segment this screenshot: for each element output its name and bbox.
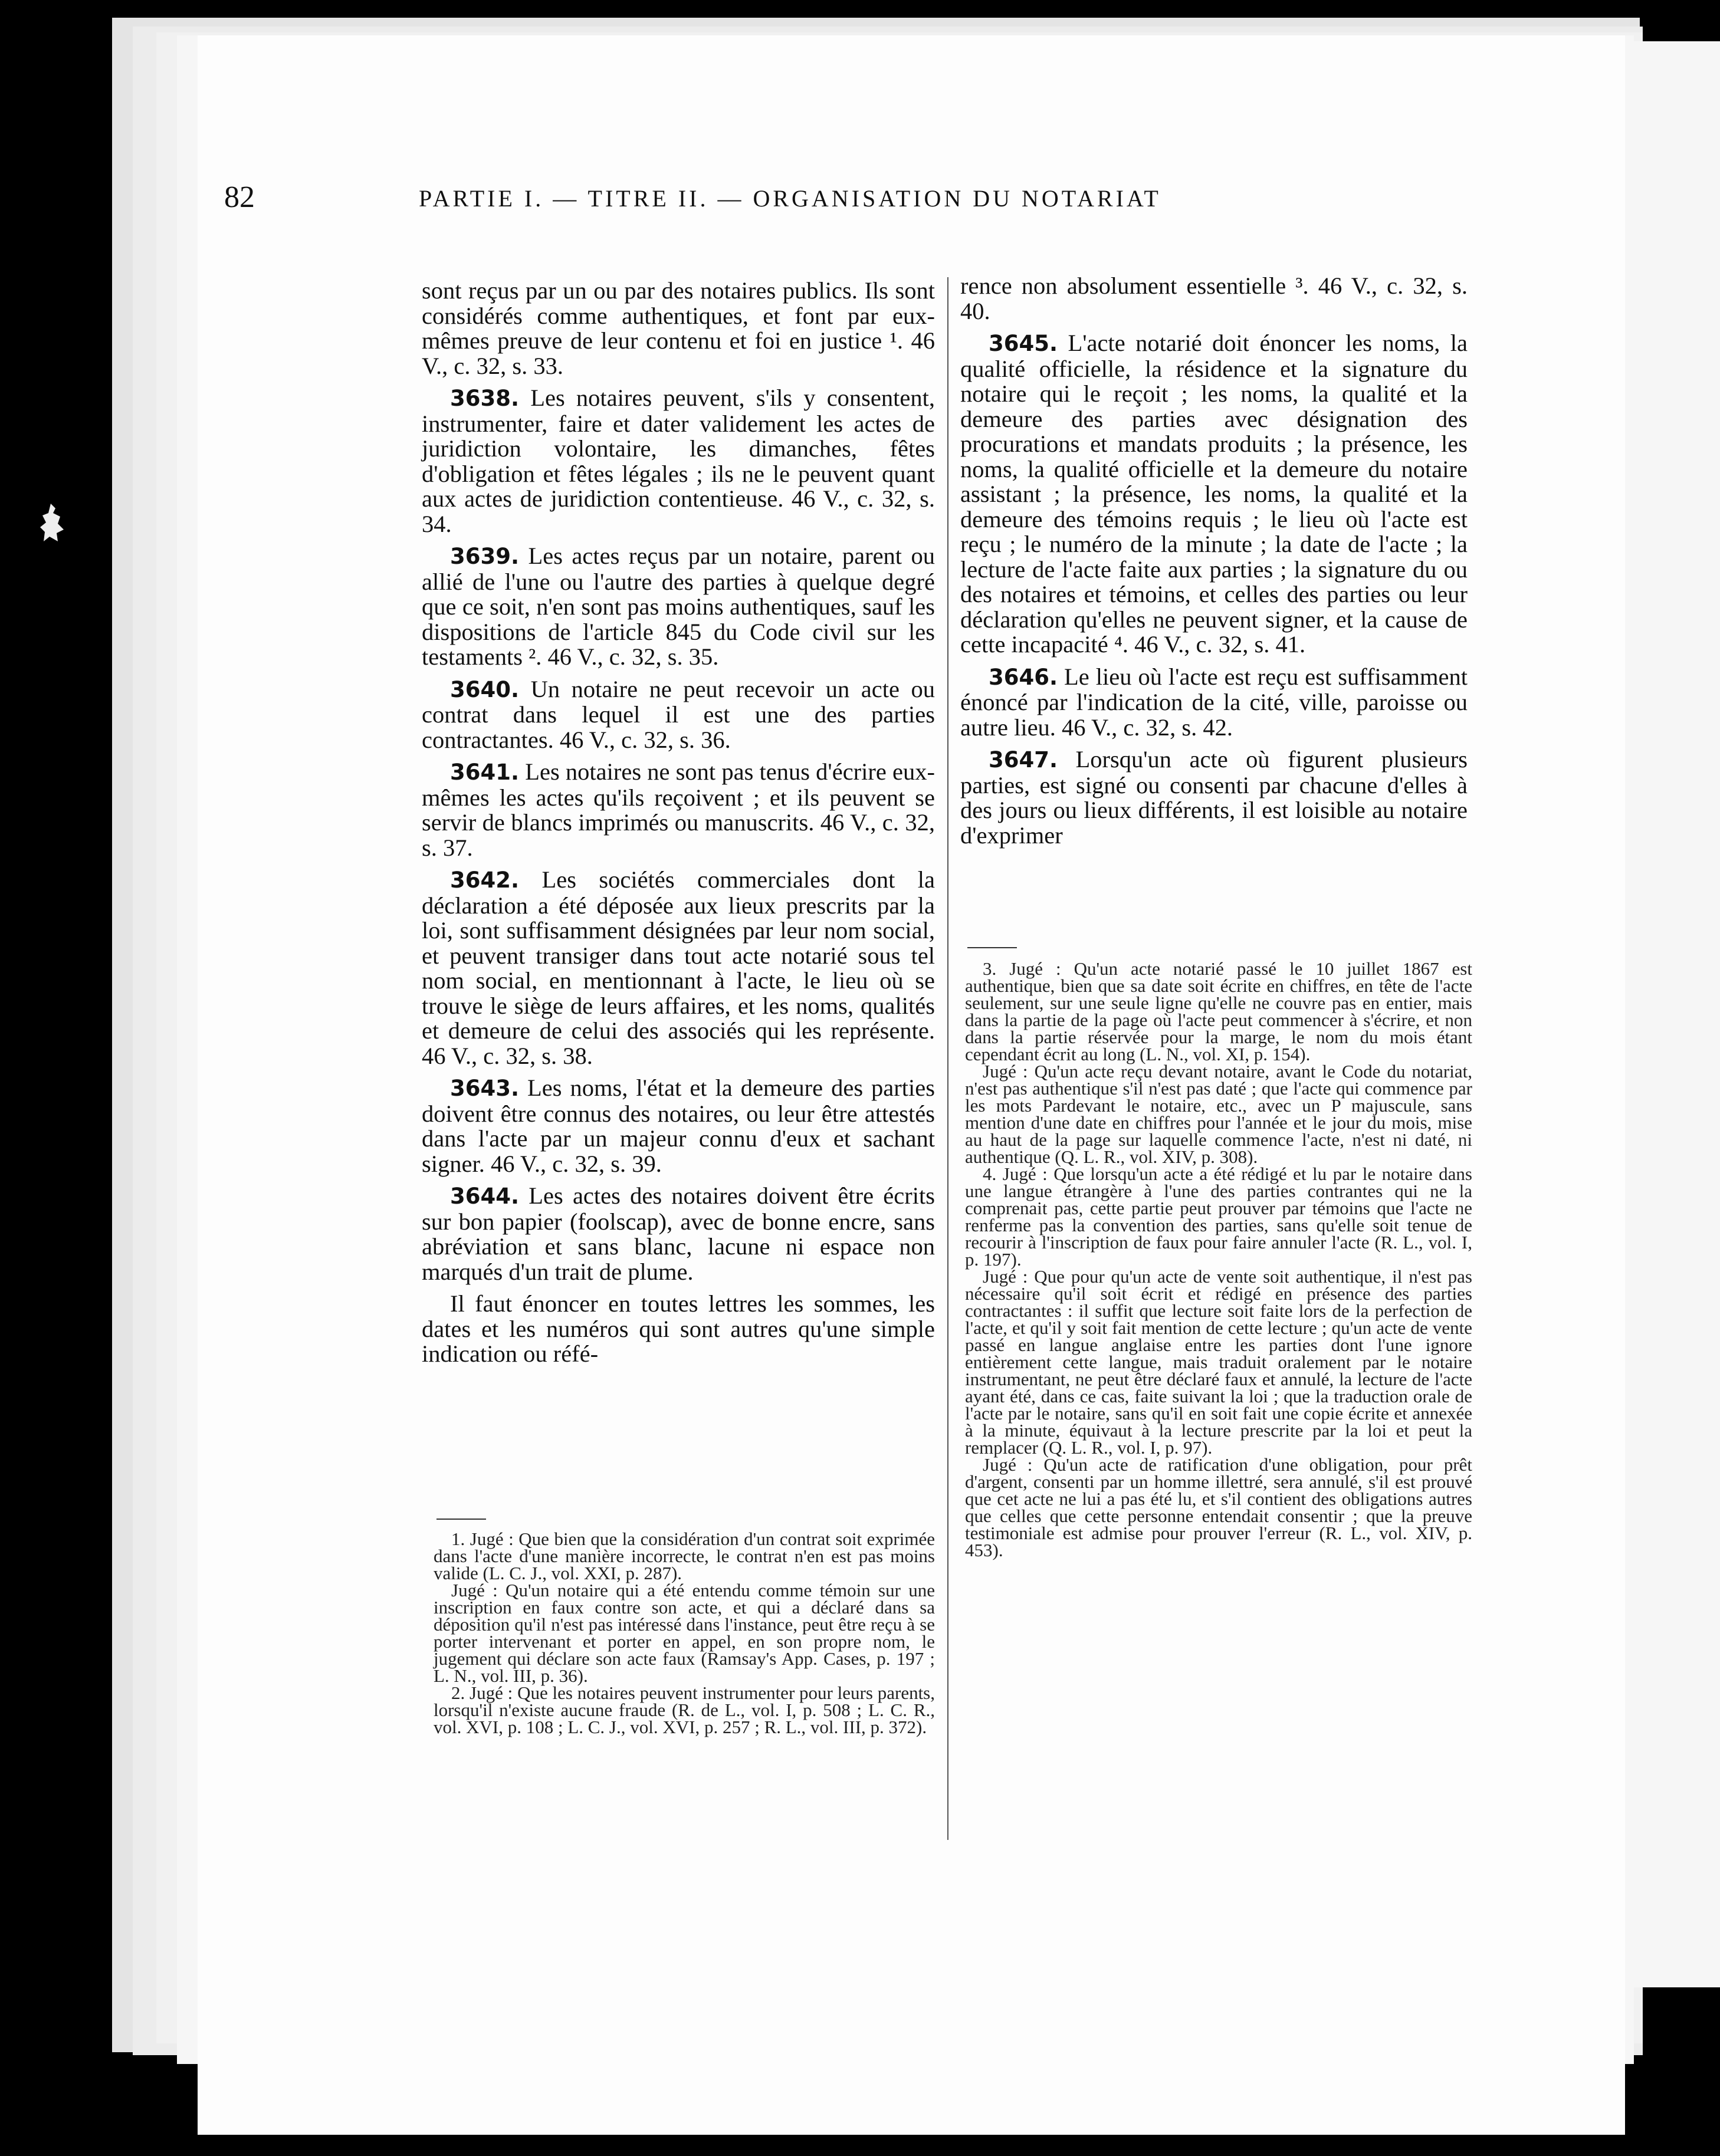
article-number: 3639.: [450, 544, 520, 569]
column-divider: [947, 277, 948, 1840]
article-number: 3645.: [989, 331, 1058, 356]
article-paragraph: [422, 867, 935, 1069]
footnote: Jugé : Qu'un notaire qui a été entendu comme témoin sur une inscription en faux contre son acte, et qui a déclaré dans sa déposition qu'il n'est pas intéressé dans l'instance, peut être reçu à se porter intervenant et porter en appel, en son propre nom, le jugement qui déclare son acte faux (Ramsay's App. Cases, p. 197 ; L. N., vol. III, p. 36).: [434, 1580, 935, 1686]
article-text: L'acte notarié doit énoncer les noms, la qualité officielle, la résidence et la signature du notaire qui le reçoit ; les noms, la qualité et la demeure des parties avec désignation des procurations et mandats produits ; la présence, les noms, la qualité officielle et la demeure du notaire assistant ; la présence, les noms, la qualité et la demeure des témoins requis ; le lieu où l'acte est reçu ; le numéro de la minute ; la date de l'acte ; la lecture de l'acte faite aux parties ; la signature du ou des notaires et témoins, et celles des parties ou leur déclaration qu'elles ne peuvent signer, et la cause de cette incapacité ⁴. 46 V., c. 32, s. 41.: [960, 330, 1468, 658]
continuation-paragraph: [960, 274, 1468, 324]
article-paragraph: [960, 747, 1468, 848]
running-title: PARTIE I. — TITRE II. — ORGANISATION DU NOTARIAT: [419, 185, 1161, 212]
article-number: 3646.: [989, 664, 1058, 690]
facing-page-edge: [1634, 41, 1720, 1987]
article-text: Les notaires peuvent, s'ils y consentent, instrumenter, faire et dater validement les actes de juridiction volontaire, les dimanches, fêtes d'obligation et fêtes légales ; ils ne le peuvent quant aux actes de juridiction contentieuse. 46 V., c. 32, s. 34.: [422, 384, 936, 537]
footnote: Jugé : Qu'un acte reçu devant notaire, avant le Code du notariat, n'est pas authentique s'il n'est pas daté ; que l'acte qui commence par les mots Pardevant le notaire, etc., avec un P majuscule, sans mention d'une date en chiffres pour l'année et le jour du mois, mise au haut de la page sur laquelle commence l'acte, n'est ni daté, ni authentique (Q. L. R., vol. XIV, p. 308).: [965, 1061, 1472, 1167]
article-paragraph: [422, 760, 935, 860]
footnote-rule: [436, 1519, 486, 1520]
article-paragraph: [960, 331, 1468, 658]
article-text: Les notaires ne sont pas tenus d'écrire eux-mêmes les actes qu'ils reçoivent ; et ils peuvent se servir de blancs imprimés ou manuscrits. 46 V., c. 32, s. 37.: [422, 758, 936, 861]
left-footnotes: [434, 1530, 935, 1736]
article-text: Les noms, l'état et la demeure des parties doivent être connus des notaires, ou leur être attestés dans l'acte par un majeur connu d'eux et sachant signer. 46 V., c. 32, s. 39.: [422, 1074, 936, 1177]
article-number: 3638.: [450, 386, 520, 411]
continuation-paragraph: [422, 1291, 935, 1367]
page-number: 82: [224, 180, 255, 214]
article-text: Un notaire ne peut recevoir un acte ou contrat dans lequel il est une des parties contractantes. 46 V., c. 32, s. 36.: [422, 675, 935, 753]
article-text: sont reçus par un ou par des notaires publics. Ils sont considérés comme authentiques, et font par eux-mêmes preuve de leur contenu et foi en justice ¹. 46 V., c. 32, s. 33.: [422, 277, 935, 379]
article-paragraph: [422, 677, 935, 753]
article-number: 3641.: [450, 760, 520, 785]
article-paragraph: [422, 1184, 935, 1284]
right-column-text: [960, 274, 1468, 855]
article-text: rence non absolument essentielle ³. 46 V., c. 32, s. 40.: [960, 272, 1468, 324]
footnote: Jugé : Qu'un acte de ratification d'une obligation, pour prêt d'argent, consenti par un homme illettré, sera annulé, s'il est prouvé que cet acte ne lui a pas été lu, et s'il contient des obligations autres que celles que cette personne entendait consentir ; que la preuve testimoniale est admise pour prouver l'erreur (R. L., vol. XIV, p. 453).: [965, 1454, 1472, 1560]
article-text: Les actes reçus par un notaire, parent ou allié de l'une ou l'autre des parties à quelque degré que ce soit, n'en sont pas moins authentiques, sauf les dispositions de l'article 845 du Code civil sur les testaments ². 46 V., c. 32, s. 35.: [422, 543, 935, 670]
footnote: 1. Jugé : Que bien que la considération d'un contrat soit exprimée dans l'acte d'une manière incorrecte, le contrat n'en est pas moins valide (L. C. J., vol. XXI, p. 287).: [434, 1529, 935, 1583]
footnote: 2. Jugé : Que les notaires peuvent instrumenter pour leurs parents, lorsqu'il n'existe aucune fraude (R. de L., vol. I, p. 508 ; L. C. R., vol. XVI, p. 108 ; L. C. J., vol. XVI, p. 257 ; R. L., vol. III, p. 372).: [434, 1682, 935, 1737]
article-paragraph: [422, 1076, 935, 1176]
article-text: Le lieu où l'acte est reçu est suffisamment énoncé par l'indication de la cité, ville, paroisse ou autre lieu. 46 V., c. 32, s. 42.: [960, 663, 1468, 741]
footnote: 4. Jugé : Que lorsqu'un acte a été rédigé et lu par le notaire dans une langue étrangère à l'une des parties contrantes qui ne la comprenait pas, cette partie peut prouver par témoins que l'acte ne renferme pas la convention des parties, sans qu'elle soit tenue de recourir à l'inscription de faux pour faire annuler l'acte (R. L., vol. I, p. 197).: [965, 1164, 1472, 1270]
article-paragraph: [422, 386, 935, 537]
footnote-rule: [967, 947, 1017, 948]
left-column-text: [422, 278, 935, 1374]
ink-smudge-mark: [40, 502, 65, 544]
footnote: Jugé : Que pour qu'un acte de vente soit authentique, il n'est pas nécessaire qu'il soit écrit et rédigé en présence des parties contractantes : il suffit que lecture soit faite lors de la perfection de l'acte, et qu'il y soit fait mention de cette lecture ; qu'un acte de vente passé en langue anglaise entre les parties dont l'une ignore entièrement cette langue, mais traduit oralement par le notaire instrumentant, ne peut être déclaré faux et annulé, la lecture de l'acte ayant été, dans ce cas, faite suivant la loi ; que la traduction orale de l'acte par le notaire, sans qu'il en soit fait une copie écrite et annexée à la minute, équivaut à la lecture prescrite par la loi et peut la remplacer (Q. L. R., vol. I, p. 97).: [965, 1266, 1472, 1458]
article-text: Il faut énoncer en toutes lettres les sommes, les dates et les numéros qui sont autres qu'une simple indication ou réfé-: [422, 1290, 935, 1367]
article-number: 3643.: [450, 1076, 520, 1101]
article-number: 3642.: [450, 867, 520, 893]
article-paragraph: [960, 665, 1468, 741]
article-number: 3640.: [450, 676, 520, 702]
article-text: Lorsqu'un acte où figurent plusieurs parties, est signé ou consenti par chacune d'elles à des jours ou lieux différents, il est loisible au notaire d'exprimer: [960, 746, 1468, 849]
article-number: 3647.: [989, 747, 1058, 773]
article-text: Les sociétés commerciales dont la déclaration a été déposée aux lieux prescrits par la loi, sont suffisamment désignées par leur nom social, et peuvent transiger dans tout acte notarié sous tel nom social, en mentionnant à l'acte, le lieu où se trouve le siège de leurs affaires, et les noms, qualités et demeure de celui des associés qui les représente. 46 V., c. 32, s. 38.: [422, 866, 936, 1069]
article-paragraph: [422, 544, 935, 670]
article-number: 3644.: [450, 1184, 520, 1209]
continuation-paragraph: [422, 278, 935, 379]
page-header: [224, 180, 1304, 215]
right-footnotes: [965, 960, 1472, 1559]
article-text: Les actes des notaires doivent être écrits sur bon papier (foolscap), avec de bonne encre, sans abréviation et sans blanc, lacune ni espace non marqués d'un trait de plume.: [422, 1182, 936, 1285]
footnote: 3. Jugé : Qu'un acte notarié passé le 10 juillet 1867 est authentique, bien que sa date soit écrite en chiffres, en tête de l'acte seulement, sur une seule ligne qu'elle ne couvre pas en entier, mais dans la partie de la page où l'acte peut commencer à s'écrire, et non dans la partie réservée pour la marge, le nom du mois étant cependant écrit au long (L. N., vol. XI, p. 154).: [965, 958, 1472, 1064]
